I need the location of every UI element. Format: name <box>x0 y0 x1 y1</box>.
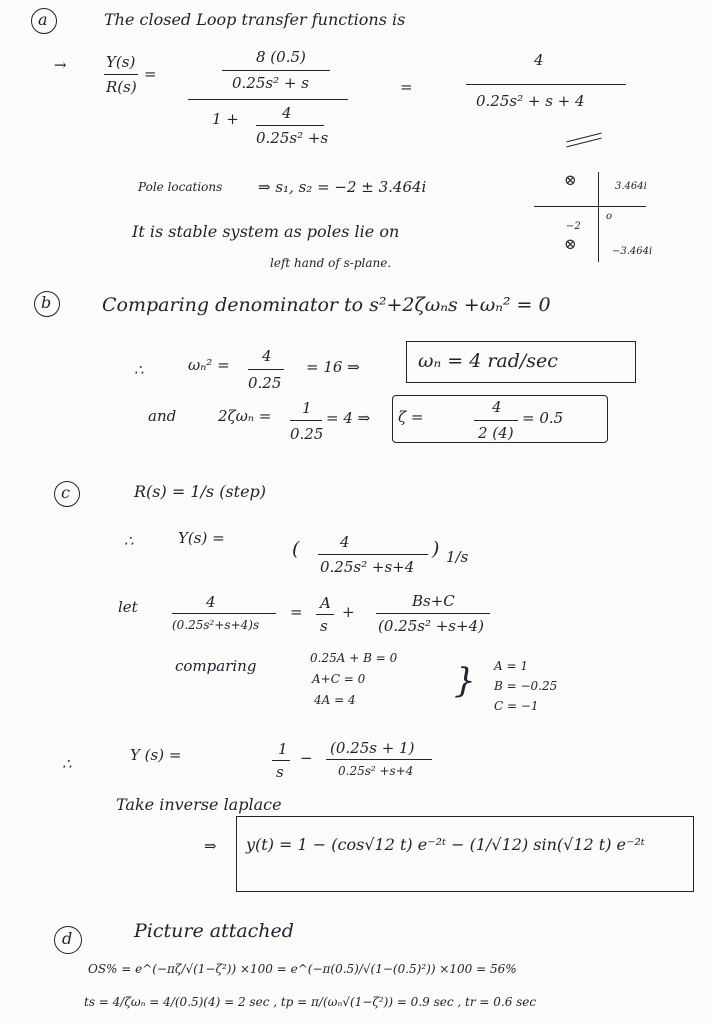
s-plane-imag-axis <box>598 172 599 262</box>
arrow-marker: → <box>54 56 67 74</box>
solution-a: A = 1 <box>494 659 528 673</box>
equals-sign: = <box>144 65 157 83</box>
zeta-denominator: 0.25 <box>290 425 324 443</box>
res-a-bar <box>272 760 290 761</box>
pf-plus: + <box>342 603 355 621</box>
part-b-label: b <box>41 293 52 312</box>
inner-numerator: 8 (0.5) <box>256 48 306 66</box>
ys-close-paren: ) <box>432 538 440 560</box>
timing-formula: ts = 4/ζωₙ = 4/(0.5)(4) = 2 sec , tp = π/(ωₙ√(1−ζ²)) = 0.9 sec , tr = 0.6 sec <box>84 995 537 1009</box>
result-fraction-bar <box>466 84 626 85</box>
therefore-3: ∴ <box>62 755 72 773</box>
rs-step: R(s) = 1/s (step) <box>134 482 267 501</box>
lhs-fraction-bar <box>104 74 138 75</box>
therefore-1: ∴ <box>134 361 144 379</box>
ys-fraction-bar <box>318 554 428 555</box>
pf-fraction-bar <box>172 613 276 614</box>
therefore-2: ∴ <box>124 532 134 550</box>
pf-bc-numerator: Bs+C <box>412 592 455 610</box>
wn-denominator: 0.25 <box>248 374 282 392</box>
ys-tail: 1/s <box>446 548 469 566</box>
one-plus: 1 + <box>212 110 239 128</box>
ys-label: Y(s) = <box>178 529 225 547</box>
small-fraction-bar <box>256 125 324 126</box>
coef-eq-2: A+C = 0 <box>312 672 366 686</box>
zeta-lhs: ζ = <box>398 408 424 426</box>
pf-a-denominator: s <box>320 617 328 635</box>
comparing-label: comparing <box>175 657 257 675</box>
part-c-label: c <box>61 483 70 502</box>
part-a-label: a <box>38 10 48 29</box>
res-b-bar <box>326 759 432 760</box>
res-a-denominator: s <box>276 763 284 781</box>
res-minus: − <box>300 749 313 767</box>
brace: } <box>454 661 476 701</box>
zeta-right-numerator: 4 <box>492 398 502 416</box>
pf-bc-denominator: (0.25s² +s+4) <box>378 617 484 635</box>
result-denominator: 0.25s² + s + 4 <box>476 92 585 110</box>
overshoot-formula: OS% = e^(−πζ/√(1−ζ²)) ×100 = e^(−π(0.5)/√(1−(0.5)²)) ×100 = 56% <box>88 962 517 976</box>
small-numerator: 4 <box>282 104 292 122</box>
solution-b: B = −0.25 <box>494 679 558 693</box>
zeta-right-denominator: 2 (4) <box>478 424 514 442</box>
picture-attached: Picture attached <box>134 920 294 942</box>
result-ys: Y (s) = <box>130 746 182 764</box>
lower-pole-label: −3.464i <box>612 246 653 257</box>
lower-pole-mark: ⊗ <box>564 235 577 253</box>
inner-fraction-bar <box>222 70 330 71</box>
zeta-middle: = 4 ⇒ <box>326 409 371 427</box>
part-b-heading: Comparing denominator to s²+2ζωₙs +ωₙ² = 0 <box>102 294 551 316</box>
inverse-laplace-text: Take inverse laplace <box>116 795 282 814</box>
zeta-eq: 2ζωₙ = <box>218 407 272 425</box>
stable-line-2: left hand of s-plane. <box>270 256 392 270</box>
inner-denominator: 0.25s² + s <box>232 74 309 92</box>
let-label: let <box>118 598 138 616</box>
coef-eq-1: 0.25A + B = 0 <box>310 651 398 665</box>
solution-c: C = −1 <box>494 699 539 713</box>
upper-pole-label: 3.464i <box>615 181 647 192</box>
zeta-numerator: 1 <box>302 399 312 417</box>
pf-numerator: 4 <box>206 593 216 611</box>
s-plane-real-axis <box>534 206 646 207</box>
pf-a-numerator: A <box>320 594 331 612</box>
upper-pole-mark: ⊗ <box>564 171 577 189</box>
coef-eq-3: 4A = 4 <box>314 693 356 707</box>
neg-two-label: −2 <box>566 221 581 232</box>
lhs-numerator: Y(s) <box>106 53 136 71</box>
pf-bc-bar <box>376 613 490 614</box>
wn-result: ωₙ = 4 rad/sec <box>418 350 558 372</box>
part-a-heading: The closed Loop transfer functions is <box>104 10 406 29</box>
pf-a-bar <box>316 614 334 615</box>
stable-line-1: It is stable system as poles lie on <box>132 222 400 241</box>
wn-numerator: 4 <box>262 347 272 365</box>
origin-label: o <box>606 211 613 222</box>
res-b-denominator: 0.25s² +s+4 <box>338 764 414 778</box>
part-d-label: d <box>62 929 73 948</box>
pf-denominator: (0.25s²+s+4)s <box>172 618 260 632</box>
ys-denominator: 0.25s² +s+4 <box>320 558 415 576</box>
pole-locations-label: Pole locations <box>138 180 223 194</box>
pf-equals: = <box>290 603 303 621</box>
yt-arrow: ⇒ <box>204 837 217 855</box>
res-b-numerator: (0.25s + 1) <box>330 739 415 757</box>
zeta-right-bar <box>474 420 518 421</box>
ys-numerator: 4 <box>340 533 350 551</box>
res-a-numerator: 1 <box>278 740 288 758</box>
yt-result-box <box>236 816 694 892</box>
main-fraction-bar <box>188 99 348 100</box>
zeta-result: = 0.5 <box>522 409 564 427</box>
wn-squared: ωₙ² = <box>188 356 230 374</box>
result-numerator: 4 <box>534 51 544 69</box>
ys-open-paren: ( <box>292 538 300 560</box>
and-label: and <box>148 407 177 425</box>
pole-values: ⇒ s₁, s₂ = −2 ± 3.464i <box>258 178 427 196</box>
small-denominator: 0.25s² +s <box>256 129 329 147</box>
equals-sign-2: = <box>400 78 413 96</box>
zeta-fraction-bar <box>290 420 322 421</box>
yt-result: y(t) = 1 − (cos√12 t) e⁻²ᵗ − (1/√12) sin(√12 t) e⁻²ᵗ <box>246 835 645 854</box>
lhs-denominator: R(s) <box>106 78 137 96</box>
wn-middle: = 16 ⇒ <box>306 358 360 376</box>
wn-fraction-bar <box>248 369 284 370</box>
